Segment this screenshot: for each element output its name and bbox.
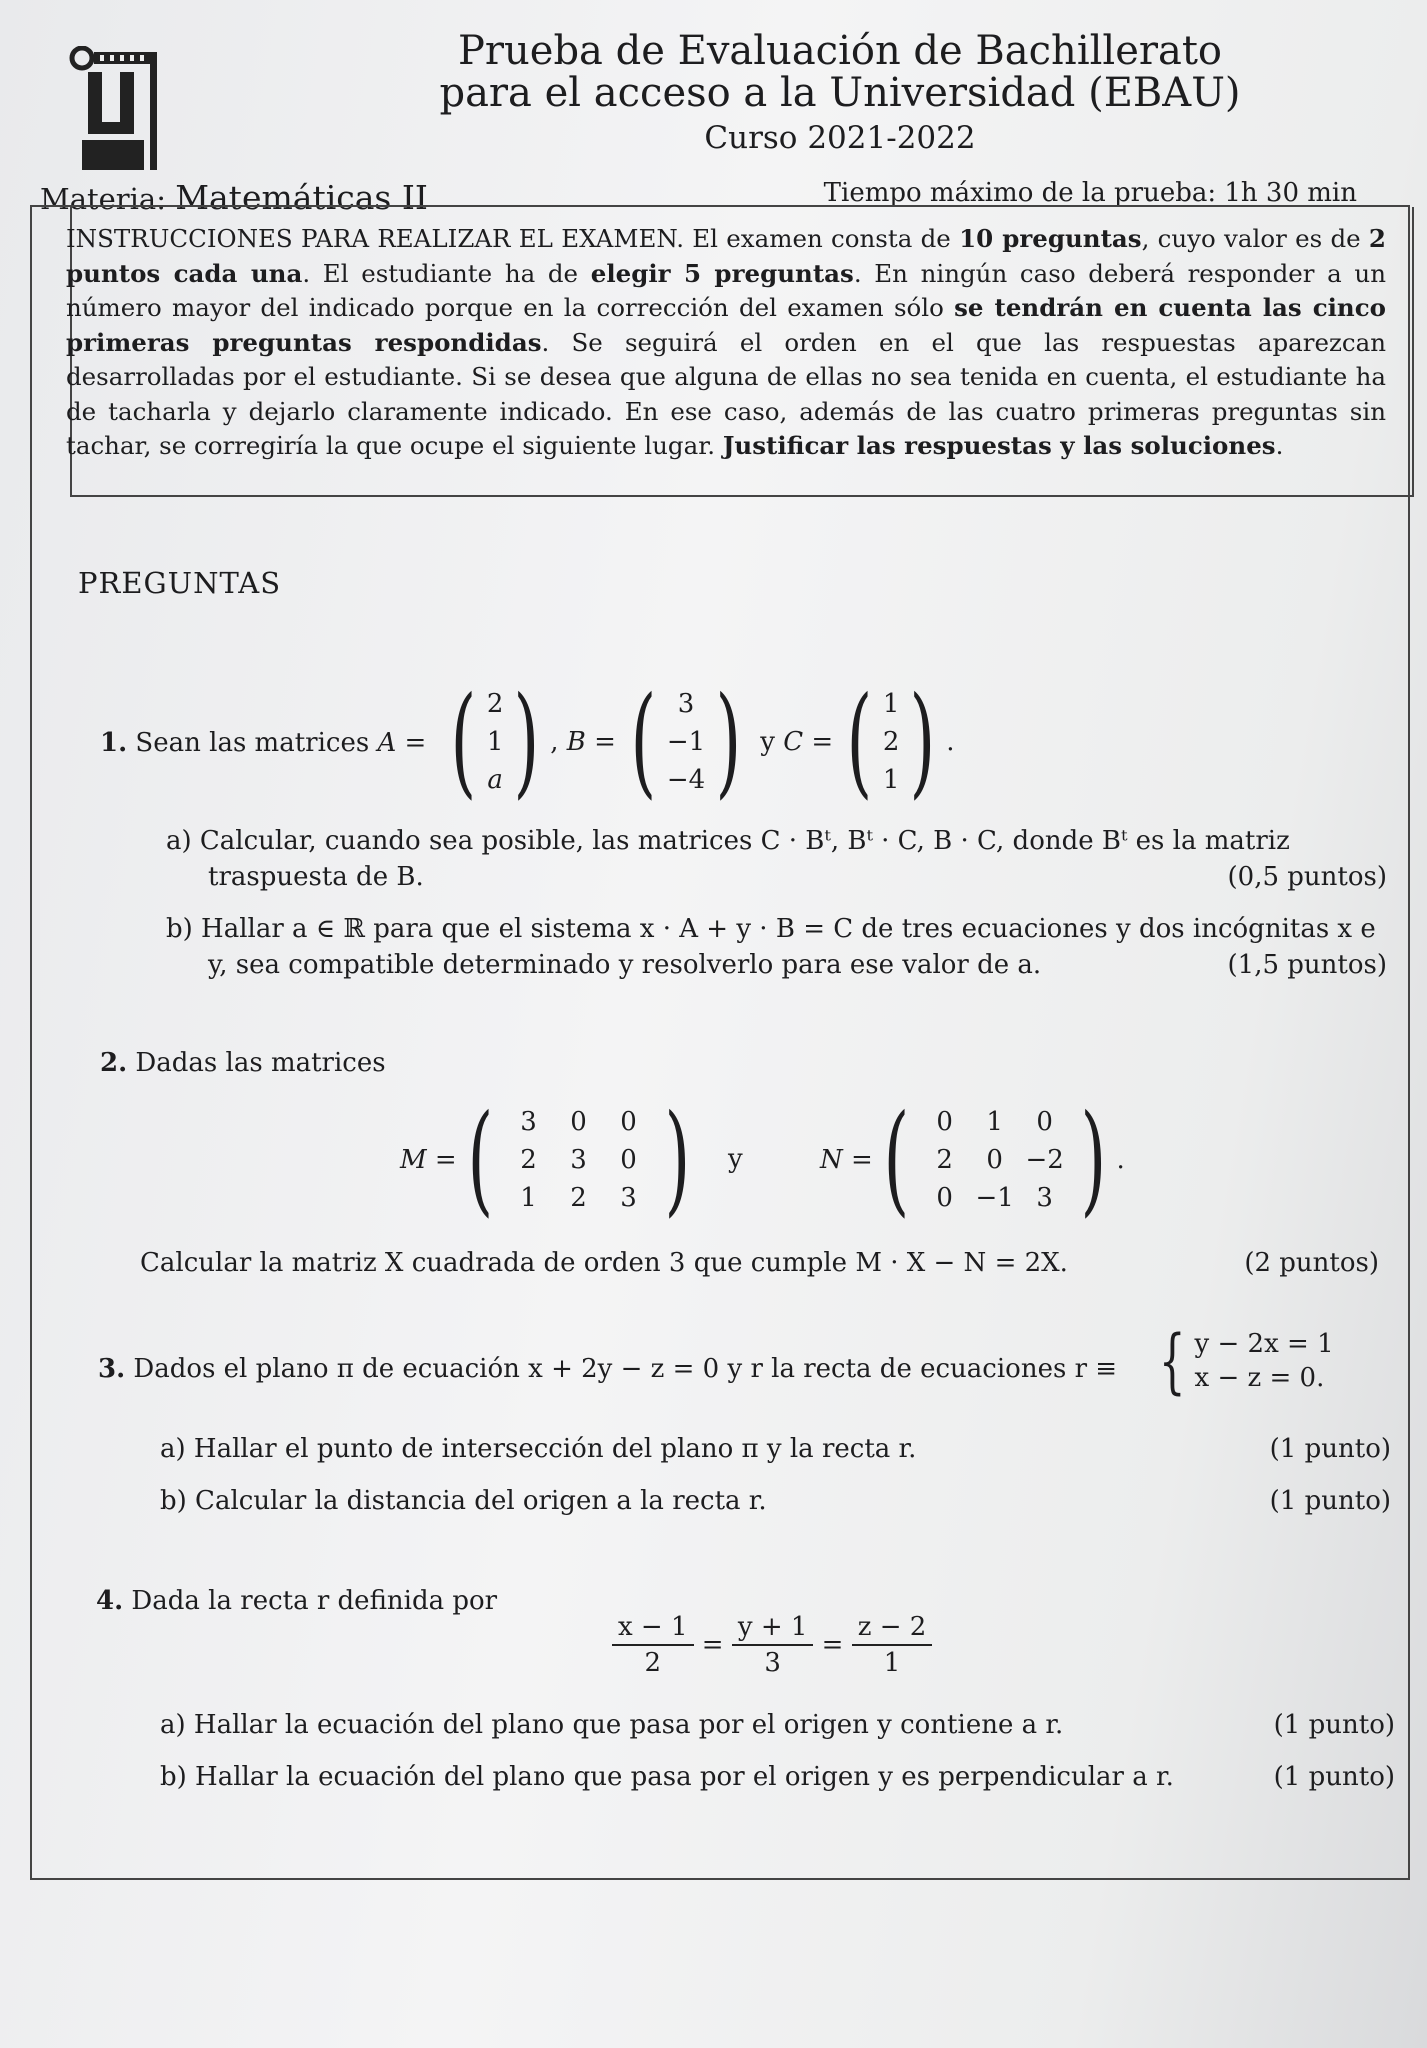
matrix-cell: 1 [882, 765, 900, 795]
instr-bold: 2 puntos cada una [66, 224, 1386, 288]
matrix-cell: 1 [486, 727, 504, 757]
fraction [732, 1610, 814, 1680]
subject-name: Matemáticas II [175, 178, 428, 217]
matrix-cell: −2 [1025, 1145, 1064, 1175]
section-title: PREGUNTAS [78, 566, 282, 600]
matrix-cell: 0 [986, 1145, 1003, 1175]
exam-course: Curso 2021-2022 [704, 120, 976, 156]
instr-part: , cuyo valor es de [1141, 224, 1369, 253]
matrix-m: M = ( 3 0 0 2 3 0 1 2 3 ) [400, 1090, 690, 1229]
q1-part-a: a) Calcular, cuando sea posible, las matrices C · Bᵗ, Bᵗ · C, B · C, donde Bᵗ es la matriz [166, 826, 1290, 856]
q2-task: Calcular la matriz X cuadrada de orden 3 que cumple M · X − N = 2X. [140, 1248, 1068, 1278]
instr-bold: se tendrán en cuenta las cinco primeras preguntas respondidas [66, 293, 1386, 357]
matrix-cell: 0 [936, 1107, 953, 1137]
q3-part-a: a) Hallar el punto de intersección del plano π y la recta r. [160, 1434, 917, 1464]
matrix-cell: 3 [677, 689, 695, 719]
instr-bold: Justificar las respuestas y las soluciones [722, 431, 1276, 460]
matrix-cell: 0 [570, 1107, 587, 1137]
q2-intro [100, 1048, 386, 1078]
time-limit: Tiempo máximo de la prueba: 1h 30 min [823, 178, 1357, 208]
q4-line-equation: $\frac{x - 1}{2}$ = $\frac{y + 1}{3}$ = $\frac{z - 2}{1}$ [612, 1610, 932, 1680]
q2-and: y [728, 1144, 743, 1174]
matrix-cell: 2 [570, 1183, 587, 1213]
fraction [852, 1610, 933, 1680]
matrix-cell: 1 [520, 1183, 537, 1213]
instructions-text [66, 222, 1386, 464]
matrix-cell: 2 [936, 1145, 953, 1175]
q1-intro-text: Sean las matrices [135, 728, 370, 758]
instr-part: . [1275, 431, 1284, 460]
matrix-cell: 2 [486, 689, 504, 719]
q2-intro-text: Dadas las matrices [135, 1048, 386, 1078]
q2-points: (2 puntos) [1244, 1248, 1379, 1278]
q3-equation-2: x − z = 0. [1194, 1363, 1325, 1393]
q1-part-a-points: (0,5 puntos) [1227, 862, 1387, 892]
q4-part-a-points: (1 punto) [1273, 1710, 1395, 1740]
instr-part: . En ningún caso deberá responder a un número mayor del indicado porque en la corrección del examen sólo [66, 258, 1386, 322]
q3-part-b: b) Calcular la distancia del origen a la recta r. [160, 1486, 767, 1516]
q3-equation-1: y − 2x = 1 [1194, 1329, 1334, 1359]
matrix-cell: 3 [1036, 1183, 1053, 1213]
matrix-cell: 3 [570, 1145, 587, 1175]
matrix-cell: −4 [666, 765, 706, 795]
q3-intro-text: Dados el plano π de ecuación x + 2y − z = 0 y r la recta de ecuaciones r ≡ [133, 1354, 1118, 1384]
q3-part-b-points: (1 punto) [1269, 1486, 1391, 1516]
fraction-numerator: y + 1 [732, 1610, 814, 1646]
matrix-cell: 3 [620, 1183, 637, 1213]
subject-label: Materia: [40, 182, 166, 216]
q4-number: 4. [96, 1586, 124, 1616]
fraction-denominator: 2 [644, 1648, 662, 1678]
q3-number: 3. [98, 1354, 126, 1384]
instr-part: . El estudiante ha de [302, 258, 591, 288]
q4-part-a: a) Hallar la ecuación del plano que pasa por el origen y contiene a r. [160, 1710, 1064, 1740]
matrix-c: ( 1 2 1 ) . [846, 672, 955, 811]
fraction [612, 1610, 694, 1680]
q4-part-b: b) Hallar la ecuación del plano que pasa por el origen y es perpendicular a r. [160, 1762, 1174, 1792]
q1-part-b-cont: y, sea compatible determinado y resolverlo para ese valor de a. [208, 950, 1042, 980]
q3-system: { y − 2x = 1 x − z = 0. [1158, 1320, 1334, 1402]
university-logo [64, 46, 164, 176]
matrix-cell: 0 [620, 1145, 637, 1175]
matrix-cell: 0 [1036, 1107, 1053, 1137]
fraction-numerator: z − 2 [852, 1610, 933, 1646]
q3-part-a-points: (1 punto) [1269, 1434, 1391, 1464]
q3-intro [98, 1354, 1117, 1384]
matrix-cell: 1 [882, 689, 900, 719]
instr-bold: 10 preguntas [959, 224, 1142, 253]
q4-part-b-points: (1 punto) [1273, 1762, 1395, 1792]
q1-part-b: b) Hallar a ∈ ℝ para que el sistema x · A + y · B = C de tres ecuaciones y dos incógnitas x e [166, 914, 1376, 944]
matrix-cell: 0 [620, 1107, 637, 1137]
matrix-cell: 3 [520, 1107, 537, 1137]
matrix-cell: 2 [520, 1145, 537, 1175]
matrix-b: ( 3 −1 −4 ) y C = [630, 672, 834, 811]
fraction-numerator: x − 1 [612, 1610, 694, 1646]
matrix-cell: −1 [975, 1183, 1014, 1213]
instr-bold: elegir 5 preguntas [590, 258, 854, 288]
matrix-a: ( 2 1 a ) , B = [450, 672, 616, 811]
instr-part: INSTRUCCIONES PARA REALIZAR EL EXAMEN. El examen consta de [66, 224, 960, 253]
exam-title-line1: Prueba de Evaluación de Bachillerato [457, 28, 1222, 74]
matrix-cell: a [487, 765, 503, 795]
q1-intro: 1. Sean las matrices A = [100, 728, 427, 758]
exam-title-line2: para el acceso a la Universidad (EBAU) [439, 70, 1241, 116]
matrix-n: N = ( 0 1 0 2 0 −2 0 −1 3 ) . [820, 1090, 1125, 1229]
matrix-cell: 1 [986, 1107, 1003, 1137]
matrix-cell: 2 [882, 727, 900, 757]
q1-part-b-points: (1,5 puntos) [1227, 950, 1387, 980]
instr-part: . Se seguirá el orden en el que las respuestas aparezcan desarrolladas por el estudiante. Si se desea que alguna de ellas no sea tenida en cuenta, el estudiante ha de tacharla y dejarlo claramente indicado. En ese caso, además de las cuatro primeras preguntas sin tachar, se corregiría la que ocupe el siguiente lugar. [66, 327, 1386, 460]
matrix-cell: 0 [936, 1183, 953, 1213]
fraction-denominator: 1 [883, 1648, 901, 1678]
q1-number: 1. [100, 728, 128, 758]
q4-intro [96, 1586, 497, 1616]
q2-number: 2. [100, 1048, 128, 1078]
q1-part-a-cont: traspuesta de B. [208, 862, 424, 892]
q4-intro-text: Dada la recta r definida por [131, 1586, 498, 1616]
matrix-cell: −1 [666, 727, 706, 757]
fraction-denominator: 3 [764, 1648, 781, 1678]
